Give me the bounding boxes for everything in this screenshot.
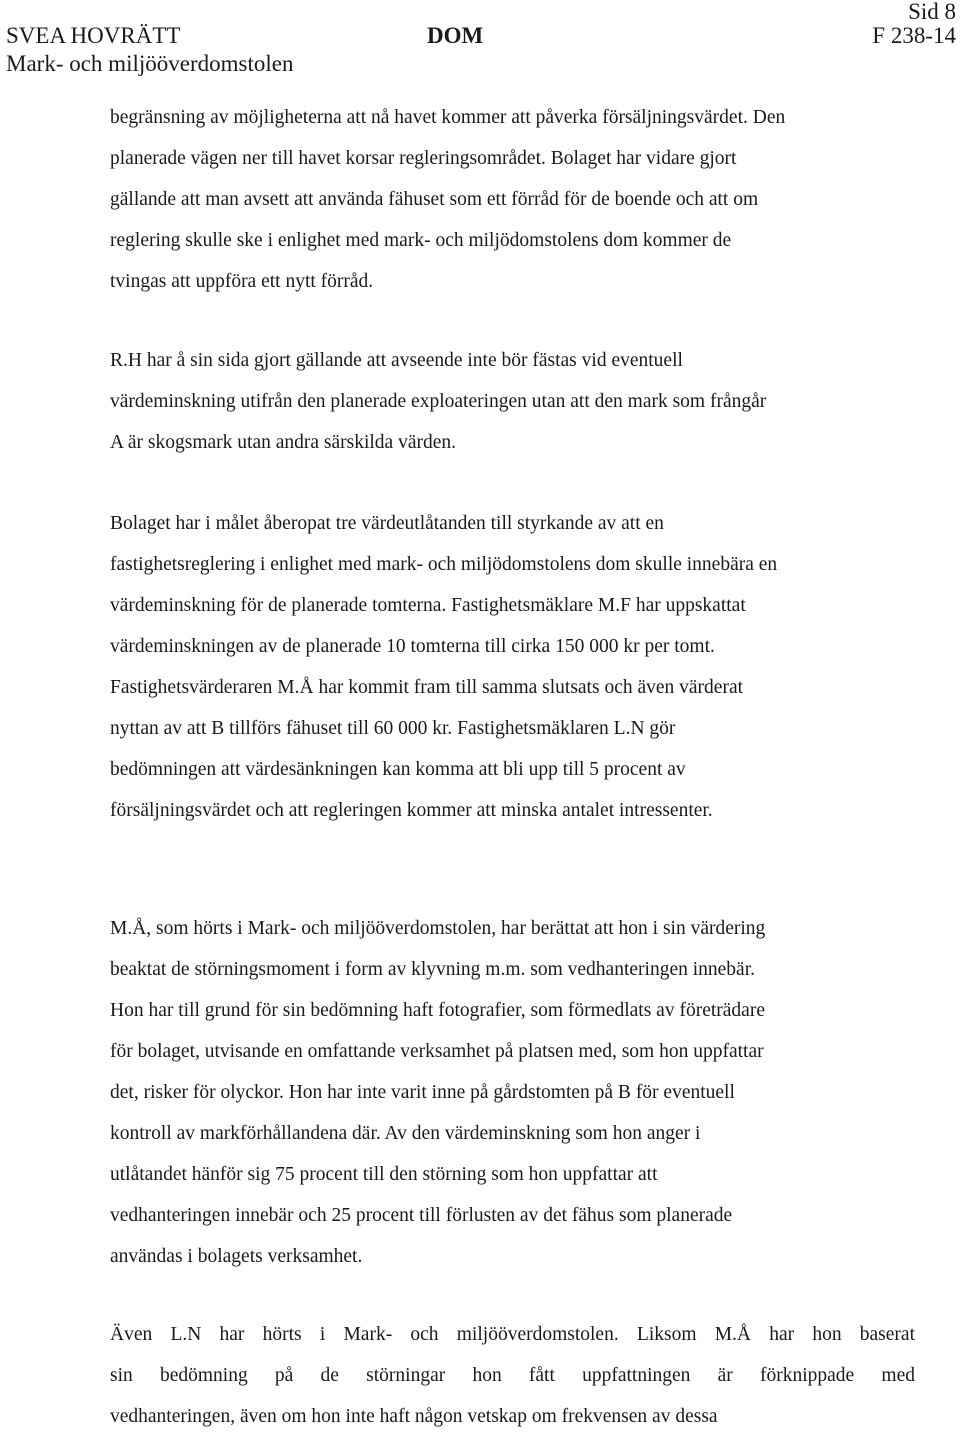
page-number: Sid 8 bbox=[908, 0, 956, 24]
text-line: kontroll av markförhållandena där. Av den värdeminskning som hon anger i bbox=[110, 1123, 701, 1144]
case-number: F 238-14 bbox=[872, 23, 956, 48]
text-line: försäljningsvärdet och att regleringen kommer att minska antalet intressenter. bbox=[110, 800, 713, 821]
text-line: Hon har till grund för sin bedömning haft fotografier, som förmedlats av företrädare bbox=[110, 1000, 765, 1021]
text-line: värdeminskning för de planerade tomterna. Fastighetsmäklare M.F har uppskattat bbox=[110, 595, 746, 616]
paragraph-4 bbox=[110, 908, 915, 1277]
text-line: sin bedömning på de störningar hon fått uppfattningen är förknippade med bbox=[110, 1365, 915, 1386]
document-type: DOM bbox=[427, 23, 484, 48]
paragraph-2 bbox=[110, 340, 915, 463]
text-line: Fastighetsvärderaren M.Å har kommit fram till samma slutsats och även värderat bbox=[110, 677, 744, 698]
text-line: Bolaget har i målet åberopat tre värdeutlåtanden till styrkande av att en bbox=[110, 513, 664, 534]
text-line: reglering skulle ske i enlighet med mark- och miljödomstolens dom kommer de bbox=[110, 230, 732, 251]
text-line: R.H har å sin sida gjort gällande att avseende inte bör fästas vid eventuell bbox=[110, 350, 683, 371]
text-line: det, risker för olyckor. Hon har inte varit inne på gårdstomten på B för eventuell bbox=[110, 1082, 735, 1103]
text-line: vedhanteringen, även om hon inte haft någon vetskap om frekvensen av dessa bbox=[110, 1406, 718, 1427]
paragraph-1 bbox=[110, 97, 915, 302]
text-line: utlåtandet hänför sig 75 procent till den störning som hon uppfattar att bbox=[110, 1164, 658, 1185]
text-line: M.Å, som hörts i Mark- och miljööverdomstolen, har berättat att hon i sin värdering bbox=[110, 918, 766, 939]
text-line: begränsning av möjligheterna att nå havet kommer att påverka försäljningsvärdet. Den bbox=[110, 107, 786, 128]
text-line: Även L.N har hörts i Mark- och miljööverdomstolen. Liksom M.Å har hon baserat bbox=[110, 1324, 915, 1345]
text-line: gällande att man avsett att använda fähuset som ett förråd för de boende och att om bbox=[110, 189, 759, 210]
court-name: SVEA HOVRÄTT bbox=[6, 23, 181, 48]
text-line: värdeminskningen av de planerade 10 tomterna till cirka 150 000 kr per tomt. bbox=[110, 636, 715, 657]
text-line: bedömningen att värdesänkningen kan komma att bli upp till 5 procent av bbox=[110, 759, 686, 780]
text-line: beaktat de störningsmoment i form av klyvning m.m. som vedhanteringen innebär. bbox=[110, 959, 755, 980]
text-line: A är skogsmark utan andra särskilda värden. bbox=[110, 432, 457, 453]
text-line: vedhanteringen innebär och 25 procent till förlusten av det fähus som planerade bbox=[110, 1205, 733, 1226]
text-line: för bolaget, utvisande en omfattande verksamhet på platsen med, som hon uppfattar bbox=[110, 1041, 764, 1062]
court-division: Mark- och miljööverdomstolen bbox=[6, 51, 294, 76]
text-line: fastighetsreglering i enlighet med mark- och miljödomstolens dom skulle innebära en bbox=[110, 554, 778, 575]
text-line: nyttan av att B tillförs fähuset till 60 000 kr. Fastighetsmäklaren L.N gör bbox=[110, 718, 676, 739]
text-line: användas i bolagets verksamhet. bbox=[110, 1246, 363, 1267]
paragraph-3 bbox=[110, 503, 915, 831]
text-line: värdeminskning utifrån den planerade exploateringen utan att den mark som frångår bbox=[110, 391, 767, 412]
paragraph-5 bbox=[110, 1314, 915, 1437]
text-line: planerade vägen ner till havet korsar regleringsområdet. Bolaget har vidare gjort bbox=[110, 148, 737, 169]
text-line: tvingas att uppföra ett nytt förråd. bbox=[110, 271, 374, 292]
